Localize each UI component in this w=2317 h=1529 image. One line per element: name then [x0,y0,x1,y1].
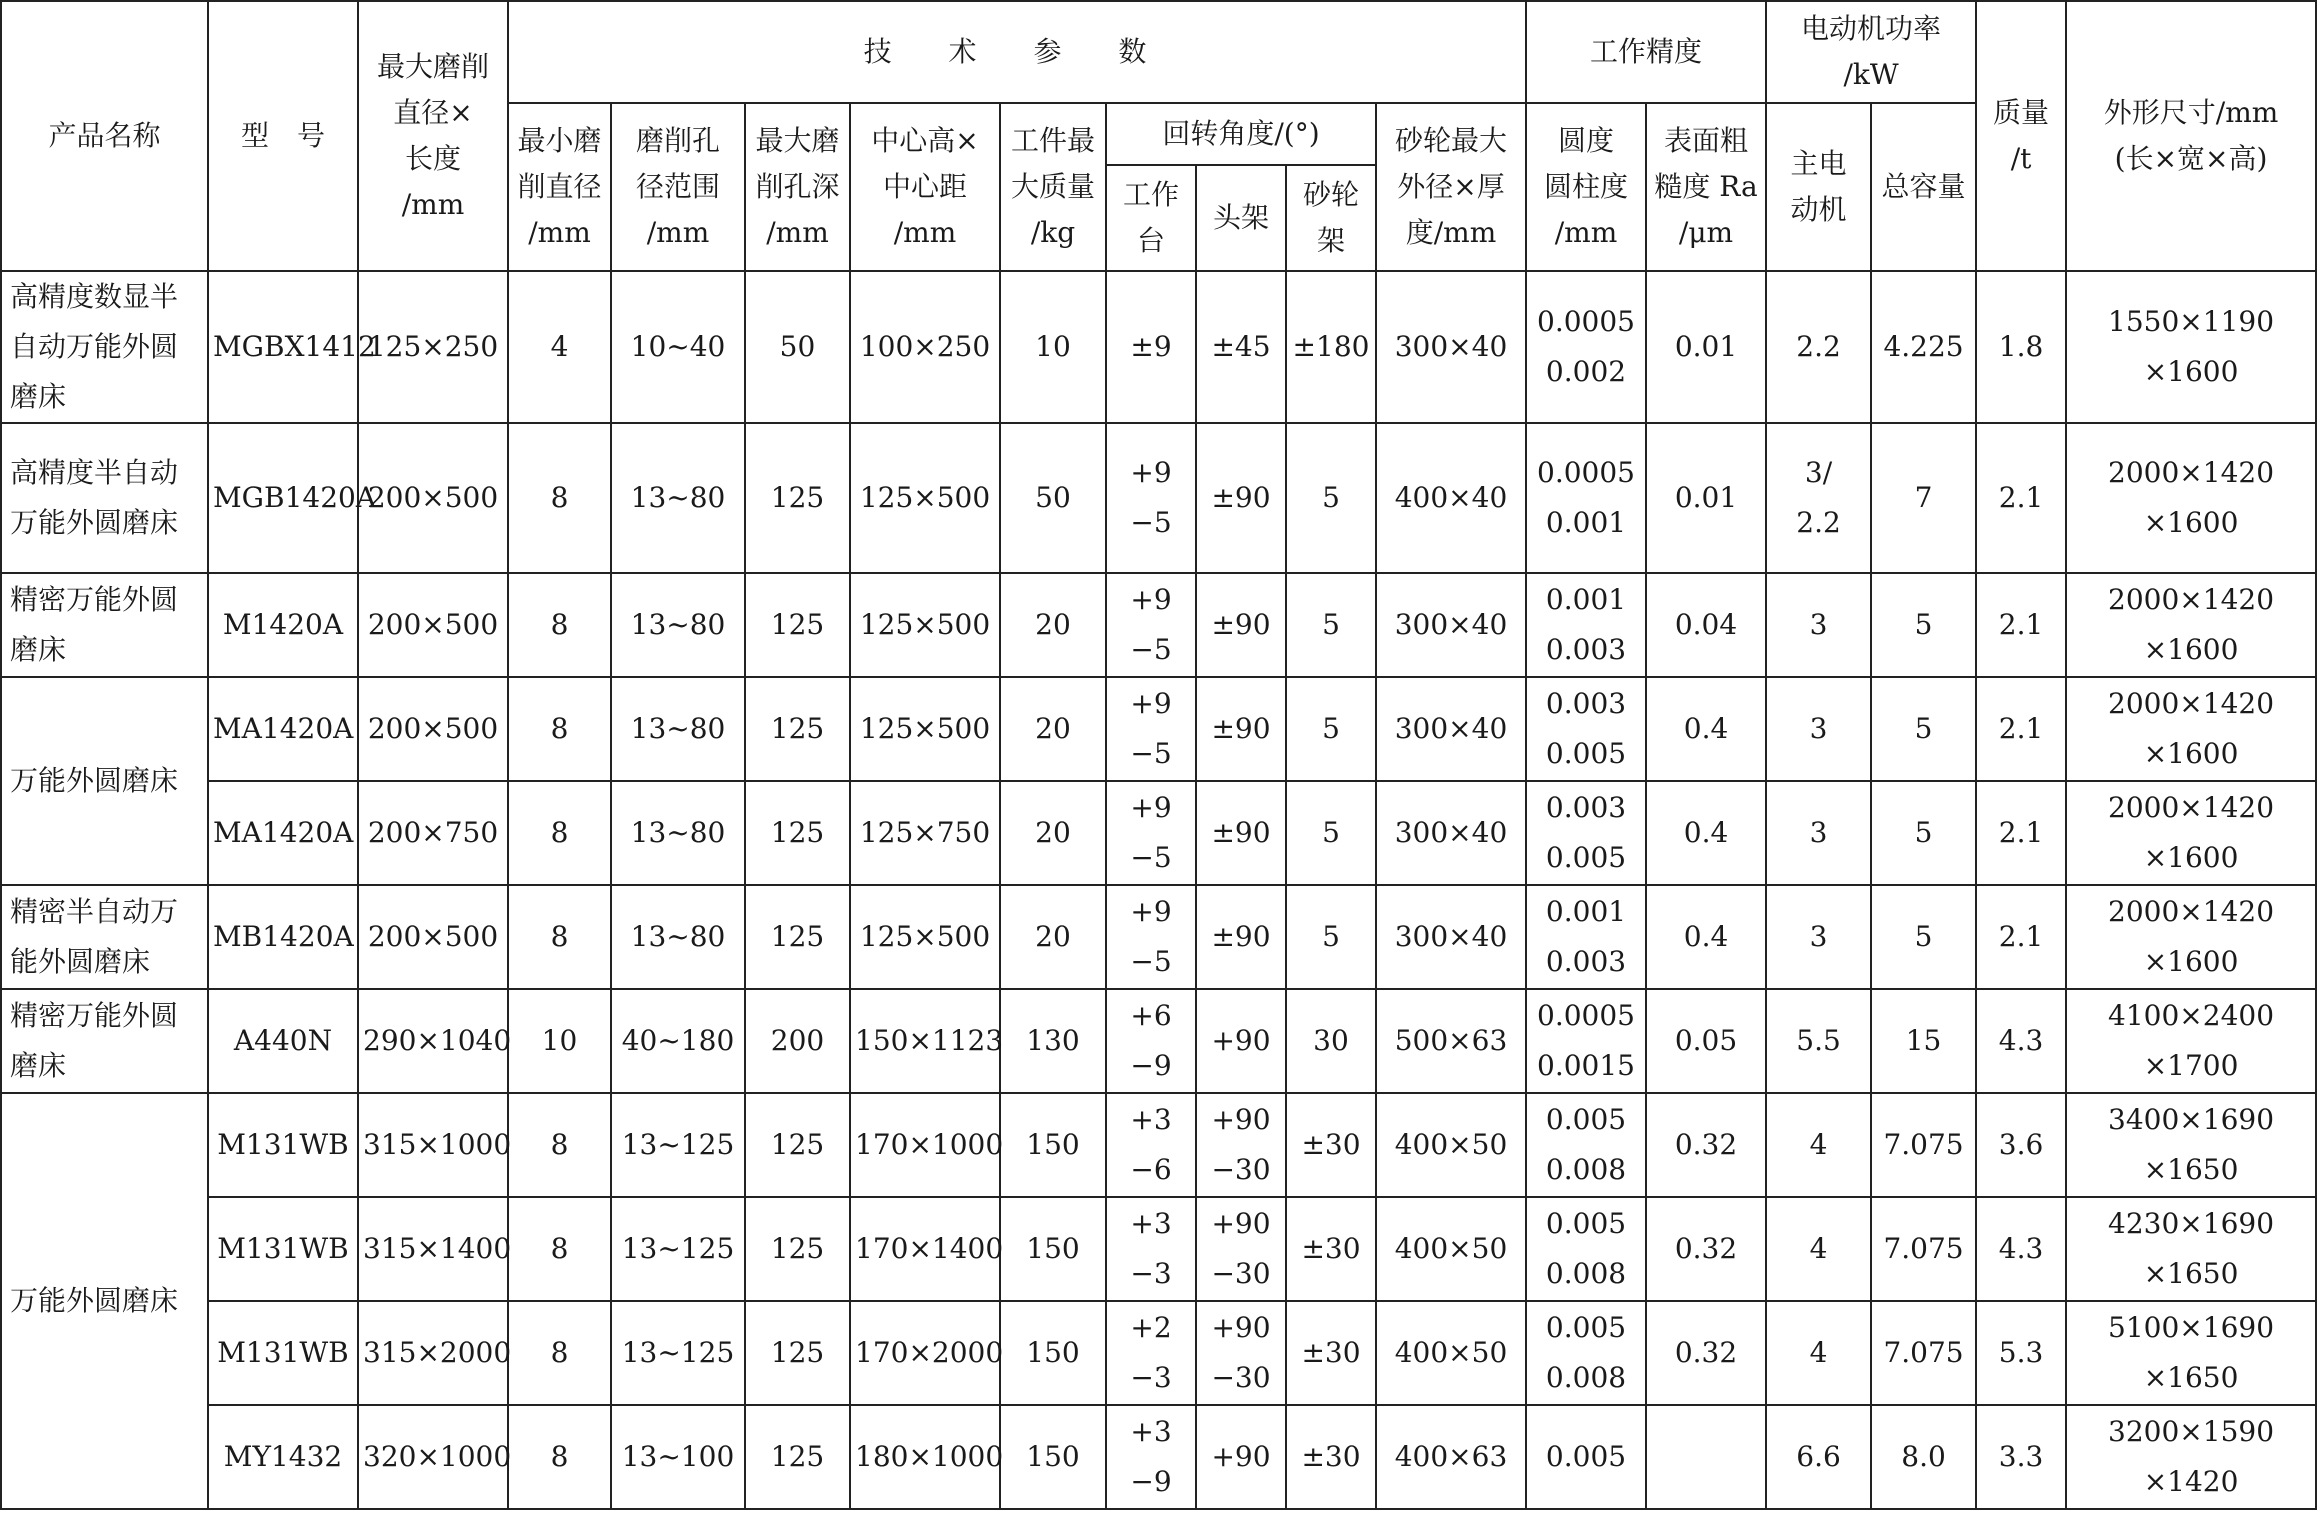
bore-depth-cell: 125 [745,781,850,885]
worktable-cell: +9 −5 [1106,885,1196,989]
header-wheel-head: 砂轮 架 [1286,165,1376,271]
max-grind-cell: 200×500 [358,423,508,573]
table-row [1,271,2316,423]
max-grind-cell: 290×1040 [358,989,508,1093]
min-dia-cell: 8 [508,781,611,885]
main-motor-cell: 6.6 [1766,1405,1871,1509]
table-row [1,1197,2316,1301]
work-mass-cell: 150 [1000,1093,1106,1197]
main-motor-cell: 3 [1766,677,1871,781]
wheel-head-cell: ±30 [1286,1301,1376,1405]
roundness-cell: 0.0005 0.002 [1526,271,1646,423]
wheel-size-cell: 400×63 [1376,1405,1526,1509]
table-row [1,1093,2316,1197]
headstock-cell: +90 [1196,1405,1286,1509]
work-mass-cell: 130 [1000,989,1106,1093]
roundness-cell: 0.005 0.008 [1526,1197,1646,1301]
headstock-cell: ±90 [1196,573,1286,677]
total-capacity-cell: 8.0 [1871,1405,1976,1509]
bore-range-cell: 10~40 [611,271,745,423]
mass-cell: 5.3 [1976,1301,2066,1405]
headstock-cell: +90 −30 [1196,1197,1286,1301]
min-dia-cell: 8 [508,677,611,781]
roughness-cell: 0.4 [1646,677,1766,781]
min-dia-cell: 8 [508,1405,611,1509]
model-cell: M131WB [208,1197,358,1301]
headstock-cell: ±90 [1196,423,1286,573]
wheel-head-cell: 5 [1286,677,1376,781]
total-capacity-cell: 5 [1871,885,1976,989]
table-row [1,989,2316,1093]
table-row [1,781,2316,885]
table-row [1,677,2316,781]
roundness-cell: 0.005 0.008 [1526,1093,1646,1197]
wheel-head-cell: ±30 [1286,1405,1376,1509]
mass-cell: 2.1 [1976,423,2066,573]
model-cell: A440N [208,989,358,1093]
model-cell: MB1420A [208,885,358,989]
table-row [1,885,2316,989]
mass-cell: 2.1 [1976,573,2066,677]
wheel-size-cell: 400×40 [1376,423,1526,573]
wheel-head-cell: ±30 [1286,1197,1376,1301]
worktable-cell: +9 −5 [1106,423,1196,573]
total-capacity-cell: 7.075 [1871,1197,1976,1301]
bore-depth-cell: 125 [745,677,850,781]
dimensions-cell: 4230×1690 ×1650 [2066,1197,2316,1301]
model-cell: MA1420A [208,781,358,885]
header-model: 型 号 [208,1,358,271]
worktable-cell: +6 −9 [1106,989,1196,1093]
main-motor-cell: 2.2 [1766,271,1871,423]
wheel-head-cell: 30 [1286,989,1376,1093]
product-name-cell: 精密半自动万能外圆磨床 [1,885,208,989]
header-wheel-size: 砂轮最大 外径×厚 度/mm [1376,103,1526,271]
worktable-cell: ±9 [1106,271,1196,423]
mass-cell: 4.3 [1976,1197,2066,1301]
min-dia-cell: 8 [508,573,611,677]
bore-depth-cell: 125 [745,885,850,989]
header-mass: 质量 /t [1976,1,2066,271]
model-cell: MY1432 [208,1405,358,1509]
dimensions-cell: 4100×2400 ×1700 [2066,989,2316,1093]
total-capacity-cell: 15 [1871,989,1976,1093]
worktable-cell: +9 −5 [1106,677,1196,781]
dimensions-cell: 2000×1420 ×1600 [2066,423,2316,573]
bore-depth-cell: 200 [745,989,850,1093]
work-mass-cell: 20 [1000,781,1106,885]
main-motor-cell: 4 [1766,1093,1871,1197]
bore-depth-cell: 125 [745,1405,850,1509]
header-tech-params: 技 术 参 数 [508,1,1526,103]
max-grind-cell: 200×750 [358,781,508,885]
dimensions-cell: 3400×1690 ×1650 [2066,1093,2316,1197]
dimensions-cell: 2000×1420 ×1600 [2066,573,2316,677]
roughness-cell: 0.32 [1646,1093,1766,1197]
main-motor-cell: 3/ 2.2 [1766,423,1871,573]
work-mass-cell: 150 [1000,1197,1106,1301]
dimensions-cell: 2000×1420 ×1600 [2066,885,2316,989]
min-dia-cell: 10 [508,989,611,1093]
wheel-size-cell: 300×40 [1376,271,1526,423]
max-grind-cell: 315×1000 [358,1093,508,1197]
table-header [1,1,2316,271]
header-dimensions: 外形尺寸/mm (长×宽×高) [2066,1,2316,271]
headstock-cell: +90 [1196,989,1286,1093]
dimensions-cell: 1550×1190 ×1600 [2066,271,2316,423]
roundness-cell: 0.001 0.003 [1526,885,1646,989]
product-name-cell: 高精度半自动万能外圆磨床 [1,423,208,573]
mass-cell: 2.1 [1976,677,2066,781]
worktable-cell: +9 −5 [1106,781,1196,885]
work-mass-cell: 10 [1000,271,1106,423]
model-cell: M1420A [208,573,358,677]
center-cell: 170×1000 [850,1093,1000,1197]
main-motor-cell: 5.5 [1766,989,1871,1093]
center-cell: 170×1400 [850,1197,1000,1301]
max-grind-cell: 315×2000 [358,1301,508,1405]
wheel-head-cell: ±180 [1286,271,1376,423]
center-cell: 125×500 [850,677,1000,781]
roughness-cell: 0.04 [1646,573,1766,677]
max-grind-cell: 200×500 [358,677,508,781]
bore-range-cell: 13~80 [611,423,745,573]
total-capacity-cell: 5 [1871,677,1976,781]
roundness-cell: 0.005 0.008 [1526,1301,1646,1405]
wheel-size-cell: 300×40 [1376,677,1526,781]
headstock-cell: +90 −30 [1196,1093,1286,1197]
headstock-cell: ±45 [1196,271,1286,423]
roughness-cell: 0.01 [1646,423,1766,573]
max-grind-cell: 125×250 [358,271,508,423]
mass-cell: 1.8 [1976,271,2066,423]
center-cell: 125×500 [850,885,1000,989]
work-mass-cell: 20 [1000,677,1106,781]
main-motor-cell: 4 [1766,1301,1871,1405]
model-cell: MGB1420A [208,423,358,573]
roughness-cell: 0.32 [1646,1301,1766,1405]
max-grind-cell: 315×1400 [358,1197,508,1301]
headstock-cell: +90 −30 [1196,1301,1286,1405]
wheel-head-cell: 5 [1286,423,1376,573]
model-cell: M131WB [208,1093,358,1197]
header-max-work-mass: 工件最 大质量 /kg [1000,103,1106,271]
wheel-head-cell: 5 [1286,781,1376,885]
wheel-size-cell: 400×50 [1376,1093,1526,1197]
wheel-head-cell: ±30 [1286,1093,1376,1197]
max-grind-cell: 200×500 [358,885,508,989]
headstock-cell: ±90 [1196,781,1286,885]
center-cell: 125×500 [850,573,1000,677]
center-cell: 125×750 [850,781,1000,885]
header-rotation: 回转角度/(°) [1106,103,1376,165]
roughness-cell: 0.32 [1646,1197,1766,1301]
header-precision: 工作精度 [1526,1,1766,103]
bore-depth-cell: 50 [745,271,850,423]
main-motor-cell: 3 [1766,781,1871,885]
min-dia-cell: 8 [508,1197,611,1301]
min-dia-cell: 8 [508,423,611,573]
header-motor-power: 电动机功率 /kW [1766,1,1976,103]
header-min-dia: 最小磨 削直径 /mm [508,103,611,271]
table-row [1,1301,2316,1405]
main-motor-cell: 3 [1766,573,1871,677]
header-main-motor: 主电 动机 [1766,103,1871,271]
worktable-cell: +3 −9 [1106,1405,1196,1509]
worktable-cell: +2 −3 [1106,1301,1196,1405]
roundness-cell: 0.001 0.003 [1526,573,1646,677]
dimensions-cell: 2000×1420 ×1600 [2066,677,2316,781]
table-row [1,423,2316,573]
wheel-size-cell: 300×40 [1376,885,1526,989]
work-mass-cell: 150 [1000,1301,1106,1405]
headstock-cell: ±90 [1196,885,1286,989]
product-name-cell: 精密万能外圆磨床 [1,573,208,677]
bore-range-cell: 13~100 [611,1405,745,1509]
work-mass-cell: 50 [1000,423,1106,573]
min-dia-cell: 8 [508,1093,611,1197]
dimensions-cell: 3200×1590 ×1420 [2066,1405,2316,1509]
wheel-size-cell: 300×40 [1376,573,1526,677]
wheel-size-cell: 400×50 [1376,1197,1526,1301]
roughness-cell [1646,1405,1766,1509]
center-cell: 150×1123 [850,989,1000,1093]
header-max-grind: 最大磨削 直径× 长度 /mm [358,1,508,271]
wheel-size-cell: 400×50 [1376,1301,1526,1405]
wheel-head-cell: 5 [1286,573,1376,677]
work-mass-cell: 150 [1000,1405,1106,1509]
bore-range-cell: 13~125 [611,1093,745,1197]
product-name-cell: 万能外圆磨床 [1,1093,208,1509]
bore-range-cell: 13~125 [611,1197,745,1301]
roundness-cell: 0.003 0.005 [1526,677,1646,781]
bore-depth-cell: 125 [745,1093,850,1197]
min-dia-cell: 8 [508,1301,611,1405]
roundness-cell: 0.0005 0.0015 [1526,989,1646,1093]
roundness-cell: 0.0005 0.001 [1526,423,1646,573]
table-row [1,573,2316,677]
max-grind-cell: 200×500 [358,573,508,677]
model-cell: M131WB [208,1301,358,1405]
total-capacity-cell: 7.075 [1871,1301,1976,1405]
product-name-cell: 万能外圆磨床 [1,677,208,885]
main-motor-cell: 3 [1766,885,1871,989]
bore-depth-cell: 125 [745,423,850,573]
work-mass-cell: 20 [1000,573,1106,677]
worktable-cell: +3 −3 [1106,1197,1196,1301]
mass-cell: 3.3 [1976,1405,2066,1509]
header-roundness: 圆度 圆柱度 /mm [1526,103,1646,271]
roughness-cell: 0.05 [1646,989,1766,1093]
total-capacity-cell: 5 [1871,781,1976,885]
table-body [1,271,2316,1509]
header-roughness: 表面粗 糙度 Ra /μm [1646,103,1766,271]
bore-depth-cell: 125 [745,1197,850,1301]
roughness-cell: 0.4 [1646,781,1766,885]
min-dia-cell: 8 [508,885,611,989]
header-max-bore-depth: 最大磨 削孔深 /mm [745,103,850,271]
total-capacity-cell: 7 [1871,423,1976,573]
headstock-cell: ±90 [1196,677,1286,781]
dimensions-cell: 2000×1420 ×1600 [2066,781,2316,885]
mass-cell: 2.1 [1976,885,2066,989]
product-name-cell: 高精度数显半自动万能外圆磨床 [1,271,208,423]
total-capacity-cell: 5 [1871,573,1976,677]
center-cell: 170×2000 [850,1301,1000,1405]
mass-cell: 4.3 [1976,989,2066,1093]
work-mass-cell: 20 [1000,885,1106,989]
header-center: 中心高× 中心距 /mm [850,103,1000,271]
total-capacity-cell: 4.225 [1871,271,1976,423]
wheel-size-cell: 300×40 [1376,781,1526,885]
bore-depth-cell: 125 [745,573,850,677]
max-grind-cell: 320×1000 [358,1405,508,1509]
bore-range-cell: 13~80 [611,885,745,989]
center-cell: 125×500 [850,423,1000,573]
product-name-cell: 精密万能外圆磨床 [1,989,208,1093]
wheel-head-cell: 5 [1286,885,1376,989]
bore-range-cell: 13~80 [611,573,745,677]
bore-range-cell: 13~80 [611,781,745,885]
dimensions-cell: 5100×1690 ×1650 [2066,1301,2316,1405]
main-motor-cell: 4 [1766,1197,1871,1301]
roughness-cell: 0.4 [1646,885,1766,989]
roughness-cell: 0.01 [1646,271,1766,423]
header-worktable: 工作 台 [1106,165,1196,271]
min-dia-cell: 4 [508,271,611,423]
header-bore-range: 磨削孔 径范围 /mm [611,103,745,271]
bore-depth-cell: 125 [745,1301,850,1405]
model-cell: MGBX1412 [208,271,358,423]
bore-range-cell: 40~180 [611,989,745,1093]
center-cell: 100×250 [850,271,1000,423]
model-cell: MA1420A [208,677,358,781]
header-product-name: 产品名称 [1,1,208,271]
total-capacity-cell: 7.075 [1871,1093,1976,1197]
bore-range-cell: 13~125 [611,1301,745,1405]
worktable-cell: +9 −5 [1106,573,1196,677]
table-row [1,1405,2316,1509]
header-headstock: 头架 [1196,165,1286,271]
roundness-cell: 0.003 0.005 [1526,781,1646,885]
center-cell: 180×1000 [850,1405,1000,1509]
mass-cell: 3.6 [1976,1093,2066,1197]
wheel-size-cell: 500×63 [1376,989,1526,1093]
roundness-cell: 0.005 [1526,1405,1646,1509]
bore-range-cell: 13~80 [611,677,745,781]
header-total-capacity: 总容量 [1871,103,1976,271]
mass-cell: 2.1 [1976,781,2066,885]
worktable-cell: +3 −6 [1106,1093,1196,1197]
